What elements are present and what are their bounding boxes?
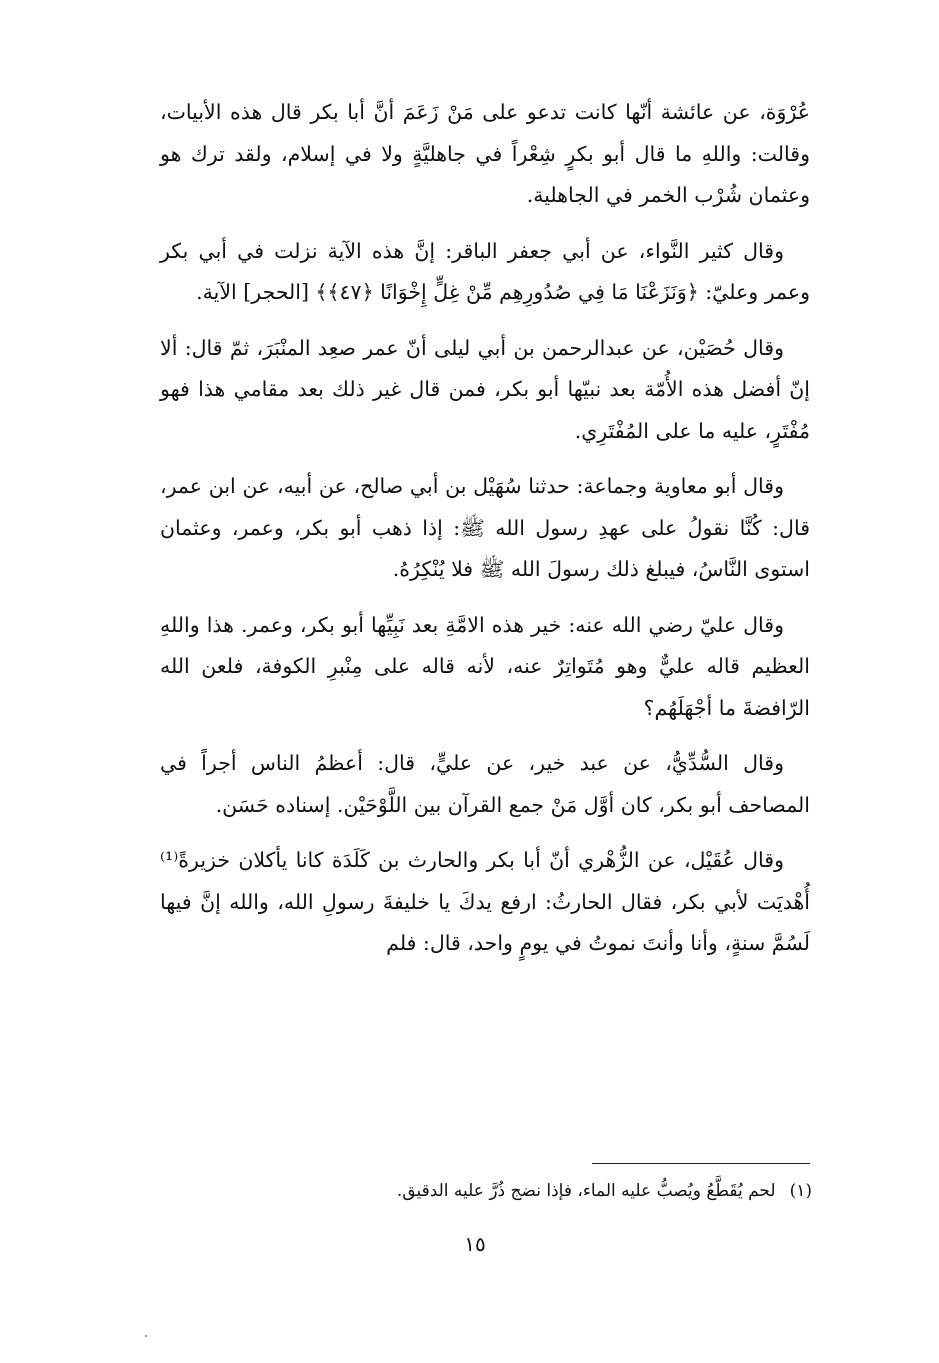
footnote	[300, 1176, 812, 1206]
paragraph-6: وقال السُّدِّيُّ، عن عبد خير، عن عليٍّ، قال: أعظمُ الناس أجراً في المصاحف أبو بكر، كان أوَّل مَنْ جمع القرآن بين اللَّوْحَيْن. إسناده حَسَن.	[160, 751, 810, 817]
footnote-divider	[592, 1163, 810, 1164]
paragraph-1: عُرْوَة، عن عائشة أنّها كانت تدعو على مَنْ زَعَمَ أنَّ أبا بكر قال هذه الأبيات، وقالت: واللهِ ما قال أبو بكرٍ شِعْراً في جاهليَّةٍ ولا في إسلام، ولقد ترك هو وعثمان شُرْب الخمر في الجاهلية.	[160, 100, 810, 207]
paragraph-2: وقال كثير النَّواء، عن أبي جعفر الباقر: إنَّ هذه الآية نزلت في أبي بكر وعمر وعليّ: ﴿وَنَزَعْنَا مَا فِي صُدُورِهِم مِّنْ غِلٍّ إِخْوَانًا ﴿٤٧﴾﴾ [الحجر] الآية.	[160, 238, 810, 304]
page-number: ١٥	[464, 1232, 486, 1256]
scan-speck	[145, 1335, 147, 1337]
footnote-text: لحم يُقَطَّعُ ويُصبُّ عليه الماء، فإذا نضج ذُرَّ عليه الدقيق.	[396, 1181, 776, 1201]
paragraph-7: وقال عُقَيْل، عن الزُّهْري أنّ أبا بكر والحارث بن كَلَدَة كانا يأكلان خزيرةً⁽¹⁾ أُهْديَت لأبي بكر، فقال الحارثُ: ارفع يدكَ يا خليفةَ رسولِ الله، والله إنَّ فيها لَسُمَّ سنةٍ، وأنا وأنتَ نموتُ في يومٍ واحد، قال: فلم	[160, 848, 810, 955]
main-text	[160, 92, 810, 979]
paragraph-3: وقال حُصَيْن، عن عبدالرحمن بن أبي ليلى أنّ عمر صعِد المنْبَرَ، ثمّ قال: ألا إنّ أفضل هذه الأُمّة بعد نبيّها أبو بكر، فمن قال غير ذلك بعد مقامي هذا فهو مُفْتَرٍ، عليه ما على المُفْتَرِي.	[160, 335, 810, 443]
paragraph-5: وقال عليّ رضي الله عنه: خير هذه الامَّةِ بعد نَبِيِّها أبو بكر، وعمر. هذا واللهِ العظيم قاله عليٌّ وهو مُتَواتِرٌ عنه، لأنه قاله على مِنْبرِ الكوفة، فلعن الله الرّافضةَ ما أجْهَلَهُم؟	[160, 612, 810, 720]
paragraph-4: وقال أبو معاوية وجماعة: حدثنا سُهَيْل بن أبي صالح، عن أبيه، عن ابن عمر، قال: كُنَّا نقولُ على عهدِ رسول الله ﷺ: إذا ذهب أبو بكر، وعمر، وعثمان استوى النَّاسُ، فيبلغ ذلك رسولَ الله ﷺ فلا يُنْكِرُهُ.	[160, 474, 810, 581]
footnote-number: (١)	[789, 1181, 812, 1201]
